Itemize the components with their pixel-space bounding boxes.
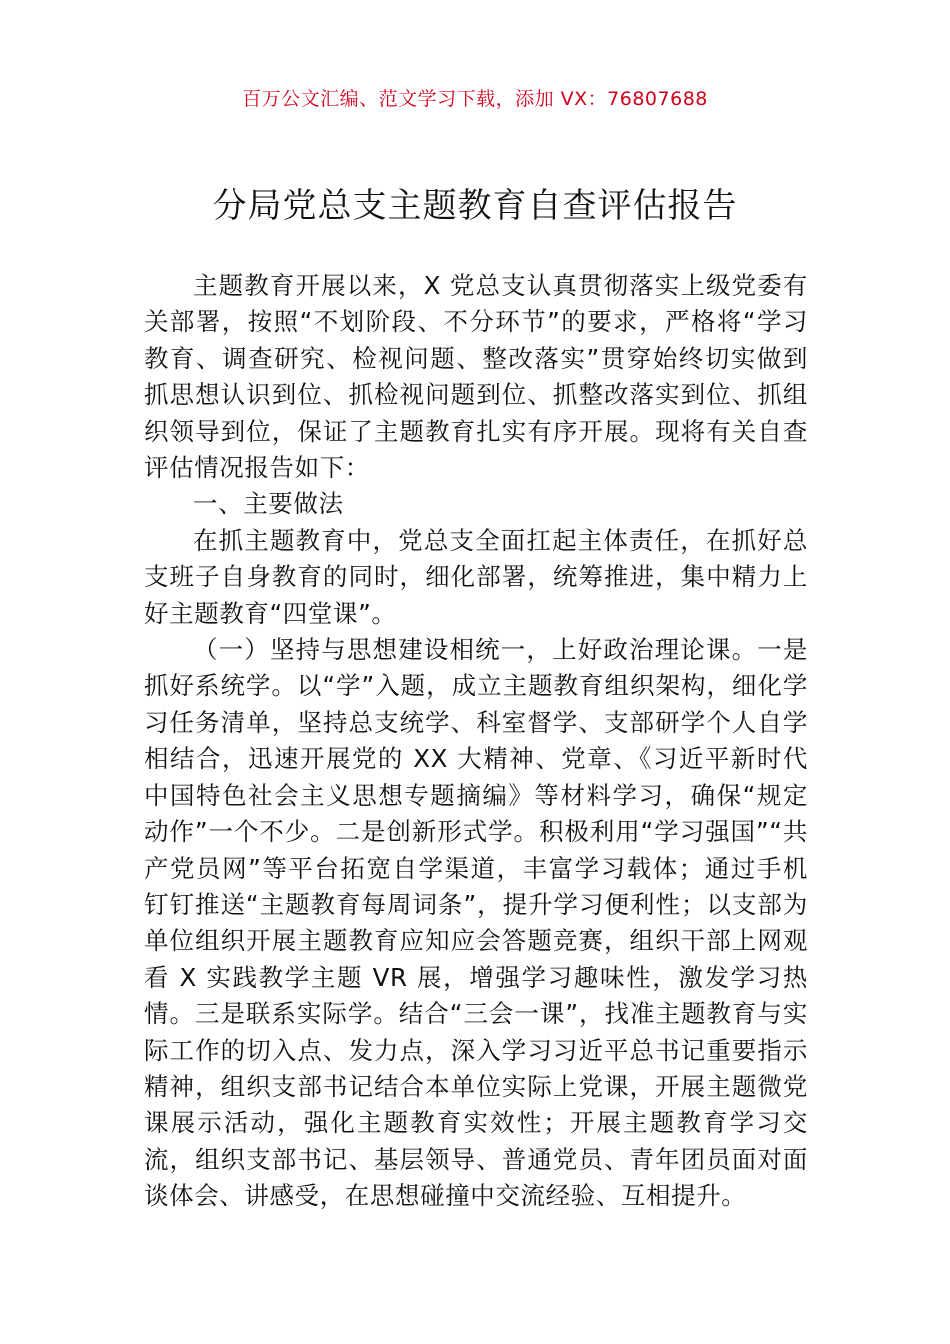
body-paragraph: （一）坚持与思想建设相统一，上好政治理论课。一是抓好系统学。以“学”入题，成立主题教育组织架构，细化学习任务清单，坚持总支统学、科室督学、支部研学个人自学相结合，迅速开展党的 XX 大精神、党章、《习近平新时代中国特色社会主义思想专题摘编》等材料学习，确保“规定动作”一个不少。二是创新形式学。积极利用“学习强国”“共产党员网”等平台拓宽自学渠道，丰富学习载体；通过手机钉钉推送“主题教育每周词条”，提升学习便利性；以支部为单位组织开展主题教育应知应会答题竞赛，组织干部上网观看 X 实践教学主题 VR 展，增强学习趣味性，激发学习热情。三是联系实际学。结合“三会一课”，找准主题教育与实际工作的切入点、发力点，深入学习习近平总书记重要指示精神，组织支部书记结合本单位实际上党课，开展主题微党课展示活动，强化主题教育实效性；开展主题教育学习交流，组织支部书记、基层领导、普通党员、青年团员面对面谈体会、讲感受，在思想碰撞中交流经验、互相提升。 <box>144 635 808 1211</box>
body-paragraph: 在抓主题教育中，党总支全面扛起主体责任，在抓好总支班子自身教育的同时，细化部署，统筹推进，集中精力上好主题教育“四堂课”。 <box>144 525 808 628</box>
intro-paragraph: 主题教育开展以来，X 党总支认真贯彻落实上级党委有关部署，按照“不划阶段、不分环节”的要求，严格将“学习教育、调查研究、检视问题、整改落实”贯穿始终切实做到抓思想认识到位、抓检视问题到位、抓整改落实到位、抓组织领导到位，保证了主题教育扎实有序开展。现将有关自查评估情况报告如下： <box>144 271 808 483</box>
document-body <box>144 268 808 1215</box>
watermark-header: 百万公文汇编、范文学习下载，添加 VX：76807688 <box>242 88 708 110</box>
section-heading: 一、主要做法 <box>193 489 344 519</box>
document-title: 分局党总支主题教育自查评估报告 <box>212 186 738 226</box>
